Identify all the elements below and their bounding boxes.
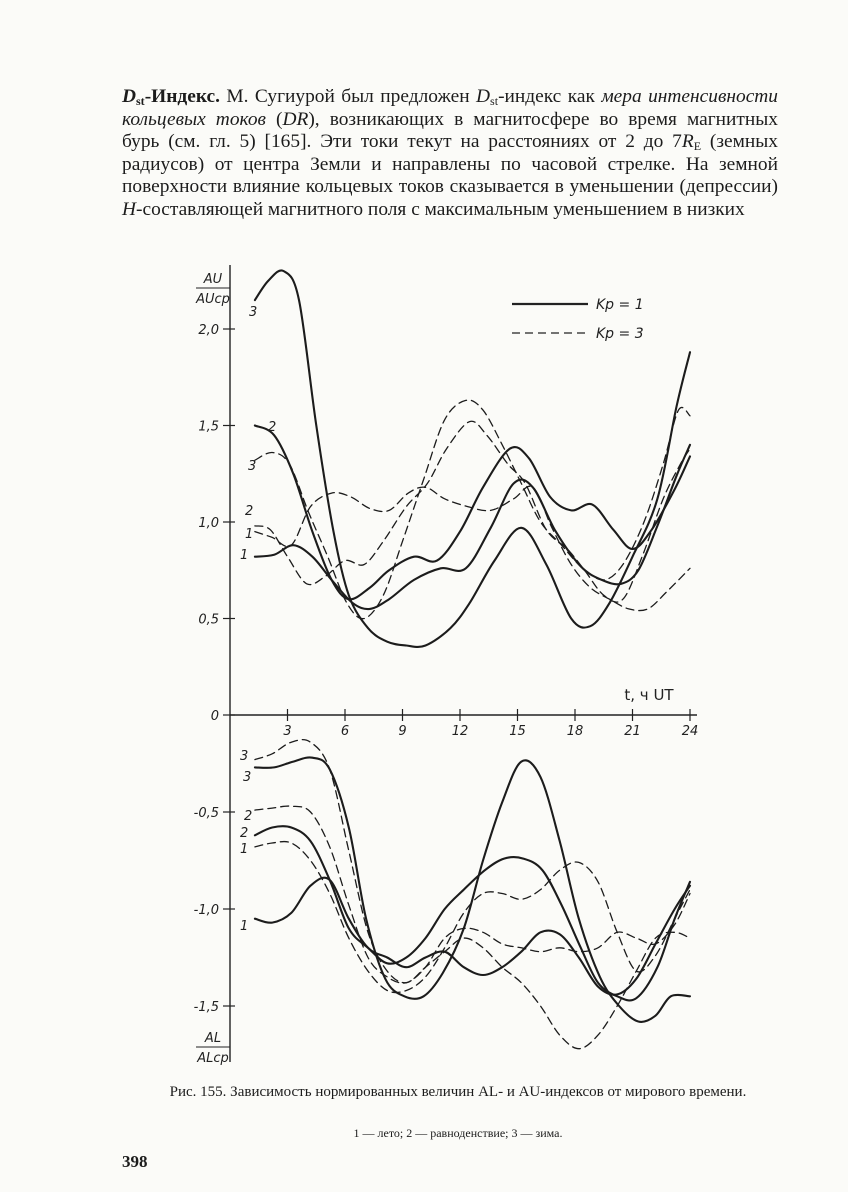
x-tick-label: 6 <box>340 724 350 739</box>
lower-series-3-solid <box>255 757 690 1022</box>
lower-series-3-dashed <box>255 740 690 1049</box>
x-tick-label: 15 <box>509 724 526 739</box>
lower-y-label-denominator: ALср <box>197 1051 229 1066</box>
y-tick-label: -1,0 <box>193 903 219 918</box>
lower-curve-label-1: 1 <box>240 919 249 934</box>
x-tick-label: 12 <box>451 724 469 739</box>
upper-curve-label-3: 3 <box>249 305 258 320</box>
upper-curve-label-2: 2 <box>245 504 254 519</box>
dst-heading: $D_{st}$-Индекс. <box>122 86 220 108</box>
lower-y-label-numerator: AL <box>204 1031 222 1046</box>
lower-curve-label-2: 2 <box>240 826 249 841</box>
y-tick-label: 0,5 <box>198 612 219 628</box>
y-tick-label: 1,0 <box>198 516 219 531</box>
x-tick-label: 18 <box>566 724 584 739</box>
upper-curve-label-2: 2 <box>268 420 277 435</box>
page-number: 398 <box>122 1152 148 1171</box>
y-tick-label: 1,5 <box>198 419 219 435</box>
lower-curve-label-3: 3 <box>240 749 249 764</box>
y-tick-label: -1,5 <box>193 1000 219 1015</box>
upper-curve-label-3: 3 <box>248 459 257 474</box>
legend-label-kp3: Kp = 3 <box>596 326 644 342</box>
body-paragraph: $D_{st}$-Индекс. М. Сугиурой был предложен $D_{st}$-индекс как мера интенсивности кольцевых токов (DR), возникающих в магнитосфере во время магнитных бурь (см. гл. 5) [165]. Эти токи текут на расстояниях от 2 до $7R_E$ (земных радиусов) от центра Земли и направлены по часовой стрелке. На земной поверхности влияние кольцевых токов сказывается в уменьшении (депрессии) H-составляющей магнитного поля с максимальным уменьшением в низких <box>122 86 778 220</box>
upper-series-1-solid <box>255 445 690 609</box>
legend-label-kp1: Kp = 1 <box>596 297 644 313</box>
lower-series-2-dashed <box>255 806 690 983</box>
x-tick-label: 3 <box>283 724 292 739</box>
x-axis-label: t, ч UT <box>624 686 674 704</box>
x-tick-label: 21 <box>624 724 641 739</box>
upper-curve-label-1: 1 <box>240 548 249 563</box>
upper-curve-label-1: 1 <box>245 527 254 542</box>
y-tick-label: -0,5 <box>193 806 219 821</box>
y-tick-label: 2,0 <box>198 323 219 338</box>
y-tick-label: 0 <box>210 709 219 724</box>
figure-caption-legend: 1 — лето; 2 — равноденствие; 3 — зима. <box>353 1126 563 1140</box>
lower-curve-label-3: 3 <box>243 770 252 785</box>
lower-curve-label-2: 2 <box>244 809 253 824</box>
x-tick-label: 9 <box>398 724 407 739</box>
upper-series-1-dashed <box>255 486 690 610</box>
upper-y-label-denominator: AUср <box>196 292 230 307</box>
lower-series-1-dashed <box>255 842 690 993</box>
upper-y-label-numerator: AU <box>203 272 223 287</box>
figure-caption: Рис. 155. Зависимость нормированных величин AL- и AU-индексов от мирового времени. <box>169 1084 747 1100</box>
lower-curve-label-1: 1 <box>240 842 249 857</box>
lower-series-2-solid <box>255 826 690 1000</box>
x-tick-label: 24 <box>681 724 699 739</box>
